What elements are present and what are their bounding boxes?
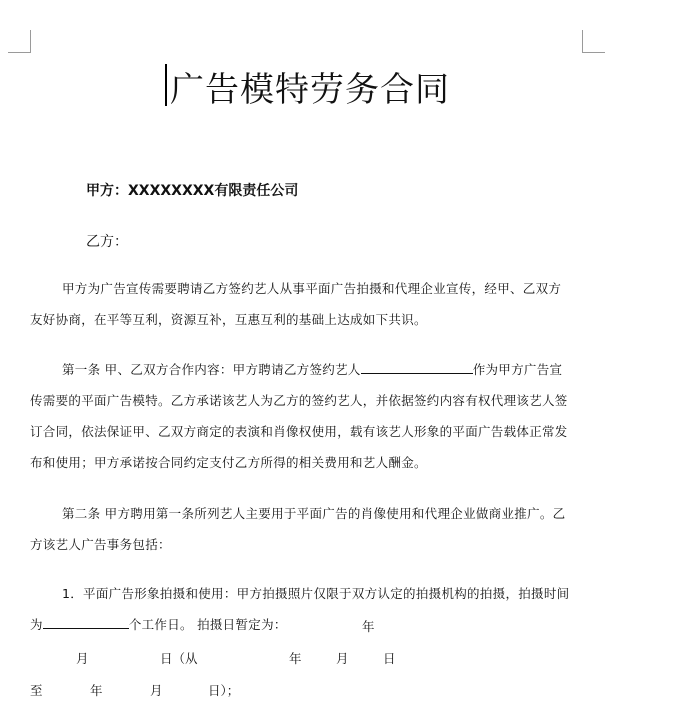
- text-cursor: [165, 64, 167, 106]
- article-2-line: 第二条 甲方聘用第一条所列艺人主要用于平面广告的肖像使用和代理企业做商业推广。乙: [62, 506, 566, 521]
- month-label: 月: [76, 651, 89, 666]
- party-a-line[interactable]: 甲方：XXXXXXXX有限责任公司: [86, 183, 299, 199]
- article-1-line: [30, 354, 585, 385]
- article-1-line: 布和使用；甲方承诺按合同约定支付乙方所得的相关费用和艺人酬金。: [30, 455, 427, 470]
- intro-line: 友好协商，在平等互利，资源互补，互惠互利的基础上达成如下共识。: [30, 312, 427, 327]
- day-from-label: 日（从: [160, 651, 198, 666]
- article-1-line: 传需要的平面广告模特。乙方承诺该艺人为乙方的签约艺人，并依据签约内容有权代理该艺人签: [30, 393, 568, 408]
- party-b-line[interactable]: 乙方：: [86, 234, 128, 250]
- year-label: 年: [362, 619, 375, 634]
- article-1-paragraph[interactable]: [30, 354, 585, 478]
- item-1-line: [30, 609, 585, 640]
- item-1-text: 为: [30, 617, 43, 632]
- intro-line: 甲方为广告宣传需要聘请乙方签约艺人从事平面广告拍摄和代理企业宣传，经甲、乙双方: [62, 281, 562, 296]
- day-label: 日: [383, 651, 396, 666]
- article-1-text: 第一条 甲、乙双方合作内容：甲方聘请乙方签约艺人: [62, 362, 361, 377]
- article-2-line: 方该艺人广告事务包括：: [30, 537, 171, 552]
- item-1-text: 个工作日。 拍摄日暂定为：: [128, 617, 287, 632]
- article-1-text: 作为甲方广告宣: [472, 362, 563, 377]
- article-1-line: 订合同，依法保证甲、乙双方商定的表演和肖像权使用，载有该艺人形象的平面广告载体正常发: [30, 424, 568, 439]
- month-label: 月: [150, 683, 163, 698]
- crop-mark-top-left: [8, 30, 31, 53]
- artist-name-blank[interactable]: [361, 359, 473, 374]
- item-1-paragraph[interactable]: [30, 578, 585, 640]
- year-label: 年: [289, 651, 302, 666]
- article-2-paragraph[interactable]: [30, 498, 585, 560]
- document-title[interactable]: 广告模特劳务合同: [170, 70, 450, 110]
- day-end-label: 日）；: [208, 683, 240, 698]
- month-label: 月: [336, 651, 349, 666]
- year-label: 年: [90, 683, 103, 698]
- crop-mark-top-right: [582, 30, 605, 53]
- item-1-line: 1．平面广告形象拍摄和使用：甲方拍摄照片仅限于双方认定的拍摄机构的拍摄，拍摄时间: [62, 586, 570, 601]
- work-days-blank[interactable]: [43, 614, 129, 629]
- to-label: 至: [30, 683, 43, 698]
- intro-paragraph[interactable]: [30, 273, 585, 335]
